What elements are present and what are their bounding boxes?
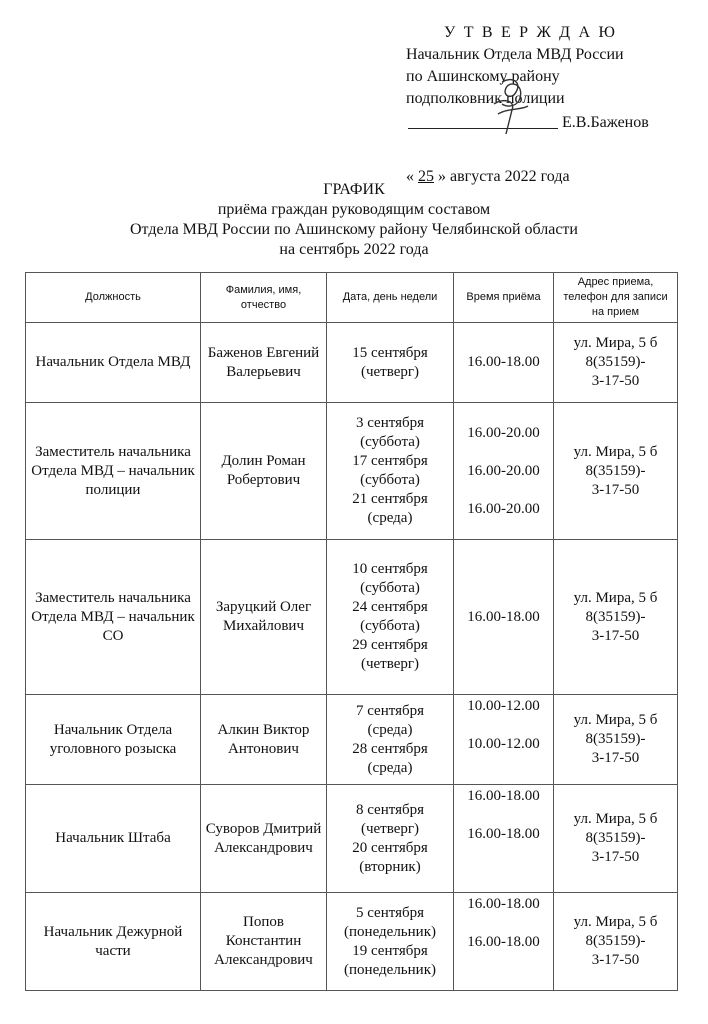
- position-cell: Заместитель начальника Отдела МВД – начальник СО: [26, 540, 201, 695]
- time-cell: 16.00-20.00 16.00-20.00 16.00-20.00: [454, 403, 554, 540]
- position-cell: Начальник Дежурной части: [26, 893, 201, 991]
- name-cell: Попов Константин Александрович: [201, 893, 327, 991]
- time-cell: 10.00-12.00 10.00-12.00: [454, 695, 554, 785]
- position-cell: Заместитель начальника Отдела МВД – начальник полиции: [26, 403, 201, 540]
- address-cell: ул. Мира, 5 б 8(35159)- 3-17-50: [554, 695, 678, 785]
- address-cell: ул. Мира, 5 б 8(35159)- 3-17-50: [554, 893, 678, 991]
- table-row: [26, 785, 678, 893]
- table-row: [26, 893, 678, 991]
- time-cell: 16.00-18.00: [454, 540, 554, 695]
- approval-line: подполковник полиции: [406, 90, 565, 107]
- name-cell: Заруцкий Олег Михайлович: [201, 540, 327, 695]
- position-cell: Начальник Штаба: [26, 785, 201, 893]
- address-cell: ул. Мира, 5 б 8(35159)- 3-17-50: [554, 540, 678, 695]
- document-subtitle: на сентябрь 2022 года: [279, 241, 429, 258]
- document-heading: [0, 180, 708, 260]
- date-cell: 10 сентября (суббота) 24 сентября (суббота) 29 сентября (четверг): [327, 540, 454, 695]
- column-header-time: Время приёма: [454, 273, 554, 323]
- approval-line: Начальник Отдела МВД России: [406, 46, 624, 63]
- document-subtitle: Отдела МВД России по Ашинскому району Челябинской области: [130, 221, 578, 238]
- date-cell: 8 сентября (четверг) 20 сентября (вторник): [327, 785, 454, 893]
- column-header-name: Фамилия, имя, отчество: [201, 273, 327, 323]
- table-row: [26, 540, 678, 695]
- table-row: [26, 403, 678, 540]
- date-cell: 7 сентября (среда) 28 сентября (среда): [327, 695, 454, 785]
- document-title: ГРАФИК: [323, 181, 385, 198]
- document-subtitle: приёма граждан руководящим составом: [217, 201, 491, 218]
- date-cell: 5 сентября (понедельник) 19 сентября (понедельник): [327, 893, 454, 991]
- address-cell: ул. Мира, 5 б 8(35159)- 3-17-50: [554, 323, 678, 403]
- schedule-table: [25, 272, 678, 991]
- table-row: [26, 695, 678, 785]
- time-cell: 16.00-18.00 16.00-18.00: [454, 893, 554, 991]
- name-cell: Алкин Виктор Антонович: [201, 695, 327, 785]
- address-cell: ул. Мира, 5 б 8(35159)- 3-17-50: [554, 403, 678, 540]
- approval-date: « 25 » августа 2022 года: [406, 168, 570, 185]
- column-header-address: Адрес приема, телефон для записи на прием: [554, 273, 678, 323]
- approval-title: У Т В Е Р Ж Д А Ю: [444, 24, 618, 41]
- table-header-row: [26, 273, 678, 323]
- date-cell: 3 сентября (суббота) 17 сентября (суббота) 21 сентября (среда): [327, 403, 454, 540]
- time-cell: 16.00-18.00: [454, 323, 554, 403]
- table-row: [26, 323, 678, 403]
- signer-name: Е.В.Баженов: [562, 114, 649, 131]
- date-cell: 15 сентября (четверг): [327, 323, 454, 403]
- approval-line: по Ашинскому району: [406, 68, 560, 85]
- position-cell: Начальник Отдела МВД: [26, 323, 201, 403]
- name-cell: Баженов Евгений Валерьевич: [201, 323, 327, 403]
- address-cell: ул. Мира, 5 б 8(35159)- 3-17-50: [554, 785, 678, 893]
- approval-day: 25: [418, 168, 434, 185]
- approval-block: [406, 22, 696, 188]
- name-cell: Долин Роман Робертович: [201, 403, 327, 540]
- column-header-position: Должность: [26, 273, 201, 323]
- signature-line: [406, 110, 696, 136]
- name-cell: Суворов Дмитрий Александрович: [201, 785, 327, 893]
- handwritten-signature: [472, 74, 542, 146]
- time-cell: 16.00-18.00 16.00-18.00: [454, 785, 554, 893]
- position-cell: Начальник Отдела уголовного розыска: [26, 695, 201, 785]
- column-header-date: Дата, день недели: [327, 273, 454, 323]
